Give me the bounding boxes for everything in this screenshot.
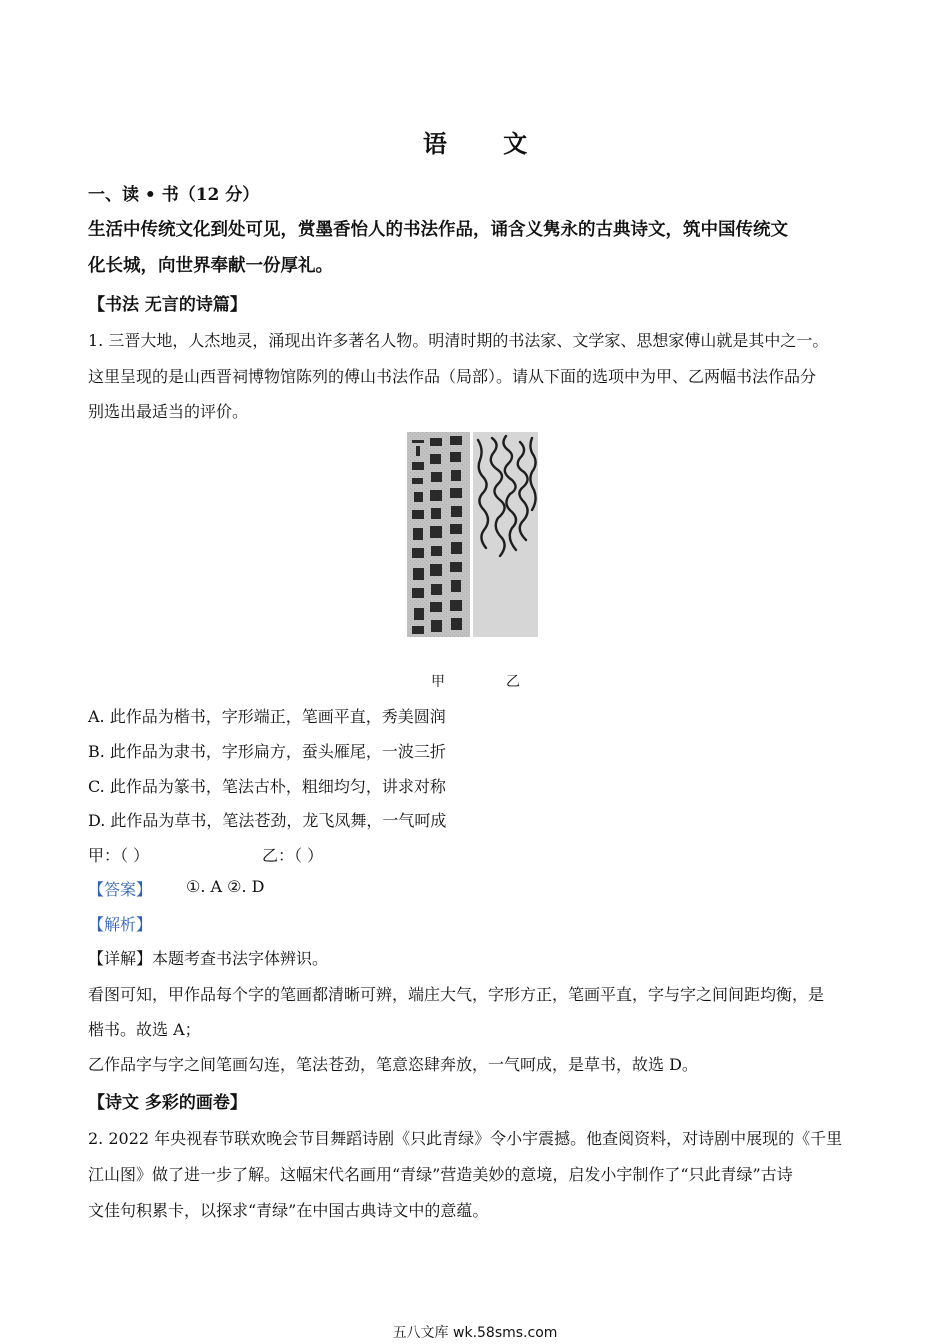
detail-line: 【详解】本题考查书法字体辨识。	[88, 949, 329, 968]
subsection-heading: 【书法 无言的诗篇】	[88, 295, 247, 315]
intro-line: 化长城，向世界奉献一份厚礼。	[88, 256, 333, 276]
answer-label: 【答案】	[88, 880, 153, 899]
intro-line: 生活中传统文化到处可见，赏墨香怡人的书法作品，诵含义隽永的古典诗文，筑中国传统文	[88, 220, 788, 240]
page-title: 语 文	[422, 129, 552, 158]
section-heading: 一、读 • 书（12 分）	[88, 185, 260, 205]
question-text: 江山图》做了进一步了解。这幅宋代名画用“青绿”营造美妙的意境，启发小宇制作了“只此青绿”古诗	[88, 1165, 793, 1184]
caption-yi: 乙	[506, 674, 520, 690]
calligraphy-image	[406, 432, 539, 637]
blank-yi: 乙：（ ）	[262, 846, 324, 865]
option-b: B. 此作品为隶书，字形扁方，蚕头雁尾，一波三折	[88, 742, 446, 761]
caption-jia: 甲	[431, 674, 445, 690]
analysis-label: 【解析】	[88, 915, 153, 934]
explanation-text: 楷书。故选 A；	[88, 1020, 201, 1039]
question-text: 这里呈现的是山西晋祠博物馆陈列的傅山书法作品（局部）。请从下面的选项中为甲、乙两幅书法作品分	[88, 367, 817, 386]
footer-watermark: 五八文库 wk.58sms.com	[392, 1325, 558, 1341]
option-c: C. 此作品为篆书，笔法古朴，粗细均匀，讲求对称	[88, 777, 446, 796]
question-text: 2. 2022 年央视春节联欢晚会节目舞蹈诗剧《只此青绿》令小宇震撼。他查阅资料，对诗剧中展现的《千里	[88, 1129, 843, 1148]
question-text: 别选出最适当的评价。	[88, 402, 249, 421]
blank-jia: 甲：（ ）	[88, 846, 150, 865]
subsection-heading: 【诗文 多彩的画卷】	[88, 1093, 247, 1113]
question-text: 文佳句积累卡，以探求“青绿”在中国古典诗文中的意蕴。	[88, 1201, 489, 1220]
option-d: D. 此作品为草书，笔法苍劲，龙飞凤舞，一气呵成	[88, 811, 447, 830]
explanation-text: 看图可知，甲作品每个字的笔画都清晰可辨，端庄大气，字形方正，笔画平直，字与字之间间距均衡，是	[88, 985, 825, 1004]
option-a: A. 此作品为楷书，字形端正，笔画平直，秀美圆润	[88, 707, 446, 726]
question-text: 1. 三晋大地，人杰地灵，涌现出许多著名人物。明清时期的书法家、文学家、思想家傅山就是其中之一。	[88, 331, 829, 350]
answer-value: ①. A ②. D	[186, 877, 265, 896]
explanation-text: 乙作品字与字之间笔画勾连，笔法苍劲，笔意恣肆奔放，一气呵成，是草书，故选 D。	[88, 1055, 698, 1074]
